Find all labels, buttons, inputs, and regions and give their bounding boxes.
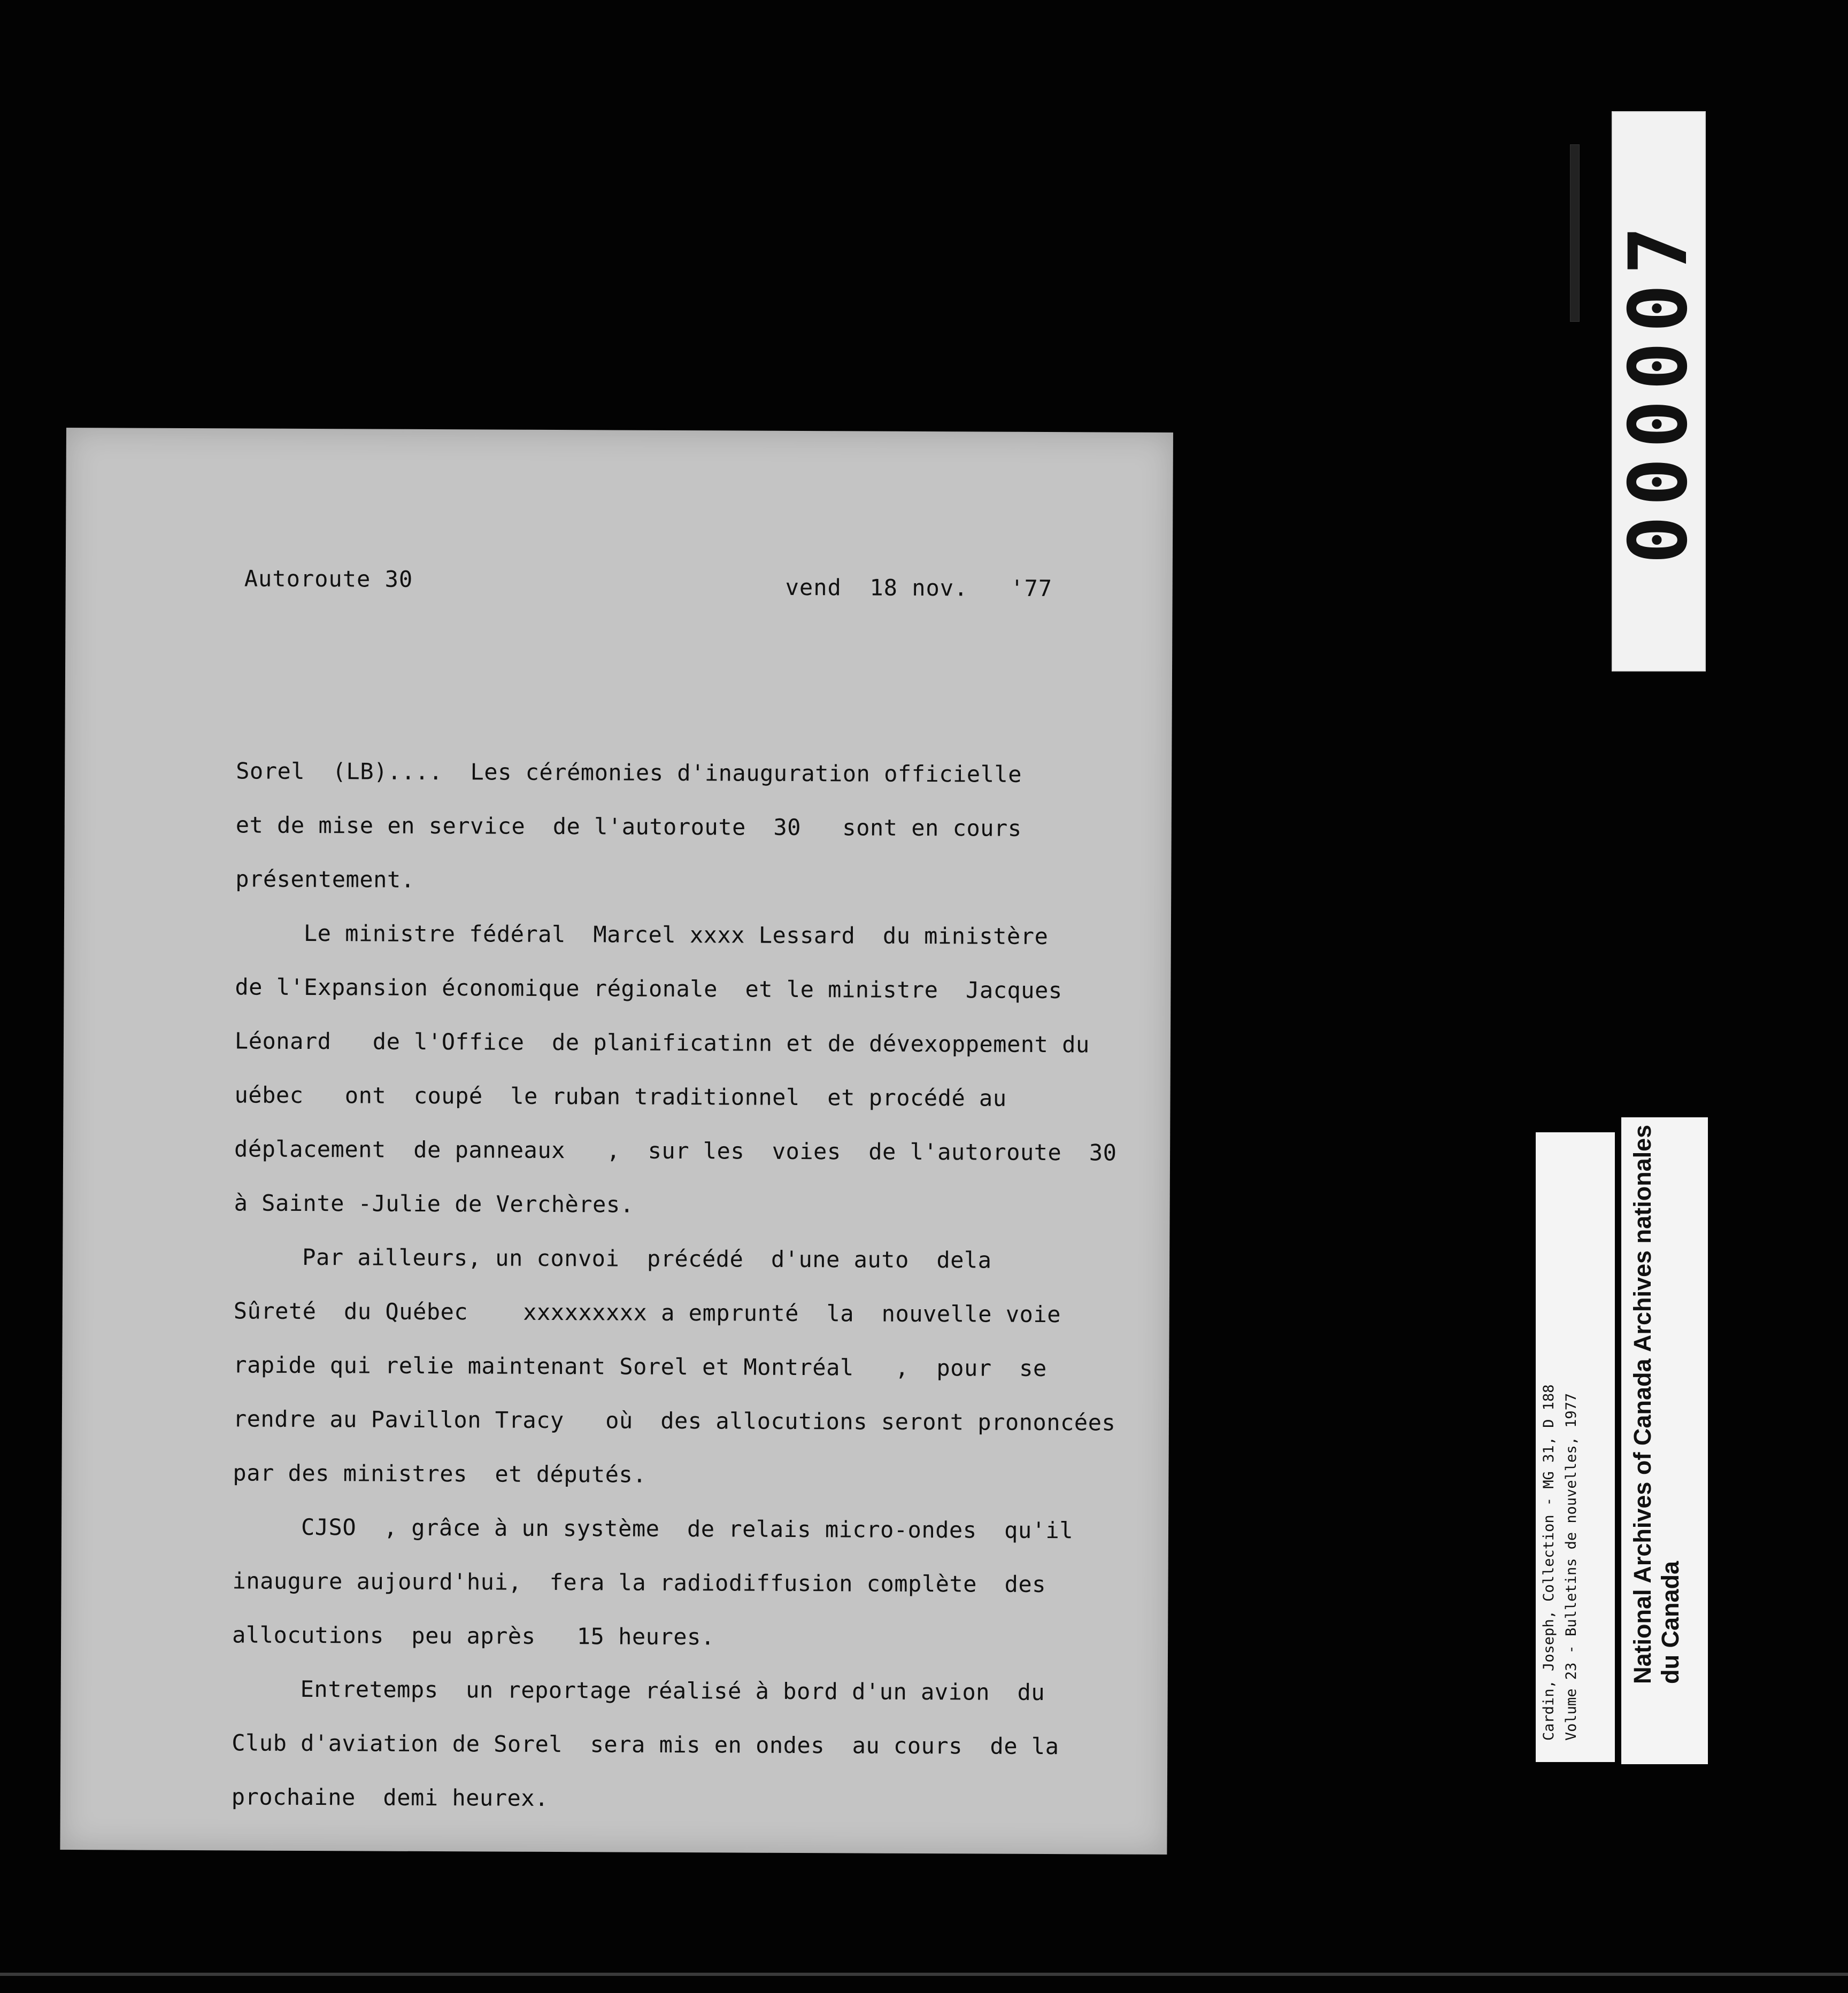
body-line: Entretemps un reportage réalisé à bord d'un avion du <box>300 1675 1045 1706</box>
archives-name-en: National Archives of Canada <box>1629 1358 1656 1684</box>
body-line: à Sainte -Julie de Verchères. <box>234 1189 634 1218</box>
body-line: CJSO , grâce à un système de relais micro-ondes qu'il <box>301 1513 1074 1544</box>
body-line: rendre au Pavillon Tracy où des allocutions seront prononcées <box>233 1405 1116 1436</box>
body-line: Léonard de l'Office de planificatinn et de dévexoppement du <box>234 1028 1090 1058</box>
body-line: rapide qui relie maintenant Sorel et Montréal , pour se <box>233 1351 1047 1382</box>
archives-label <box>1621 1117 1708 1764</box>
collection-citation-label <box>1536 1132 1615 1762</box>
body-line: allocutions peu après 15 heures. <box>232 1621 715 1650</box>
body-line: présentement. <box>235 866 415 893</box>
body-line: et de mise en service de l'autoroute 30 sont en cours <box>235 812 1022 841</box>
citation-line-2: Volume 23 - Bulletins de nouvelles, 1977 <box>1563 1393 1580 1741</box>
body-line: Par ailleurs, un convoi précédé d'une auto dela <box>302 1243 992 1273</box>
body-line: de l'Expansion économique régionale et le ministre Jacques <box>235 974 1062 1004</box>
body-line: uébec ont coupé le ruban traditionnel et procédé au <box>234 1082 1007 1111</box>
body-line: prochaine demi heurex. <box>231 1783 549 1811</box>
body-line: déplacement de panneaux , sur les voies de l'autoroute 30 <box>234 1135 1117 1166</box>
typed-page <box>60 428 1173 1855</box>
document-body <box>232 744 1145 1827</box>
frame-number: 000007 <box>1612 217 1705 564</box>
film-tick-mark <box>1570 144 1580 322</box>
document-subject: Autoroute 30 <box>244 565 413 592</box>
body-line: inaugure aujourd'hui, fera la radiodiffusion complète des <box>232 1567 1046 1598</box>
body-line: Sûreté du Québec xxxxxxxxx a emprunté la nouvelle voie <box>233 1297 1061 1328</box>
body-line: Le ministre fédéral Marcel xxxx Lessard du ministère <box>303 920 1049 950</box>
archives-text <box>1629 1117 1704 1764</box>
body-line: Club d'aviation de Sorel sera mis en ondes au cours de la <box>232 1729 1059 1760</box>
archives-name-fr: Archives nationales du Canada <box>1629 1124 1684 1684</box>
film-edge <box>0 1973 1848 1976</box>
document-date: vend 18 nov. '77 <box>785 574 1053 602</box>
body-line: Sorel (LB).... Les cérémonies d'inauguration officielle <box>236 758 1022 787</box>
citation-line-1: Cardin, Joseph, Collection - MG 31, D 188 <box>1541 1384 1557 1741</box>
citation-text <box>1538 1132 1613 1762</box>
frame-number-label <box>1612 111 1706 671</box>
body-line: par des ministres et députés. <box>233 1459 647 1488</box>
